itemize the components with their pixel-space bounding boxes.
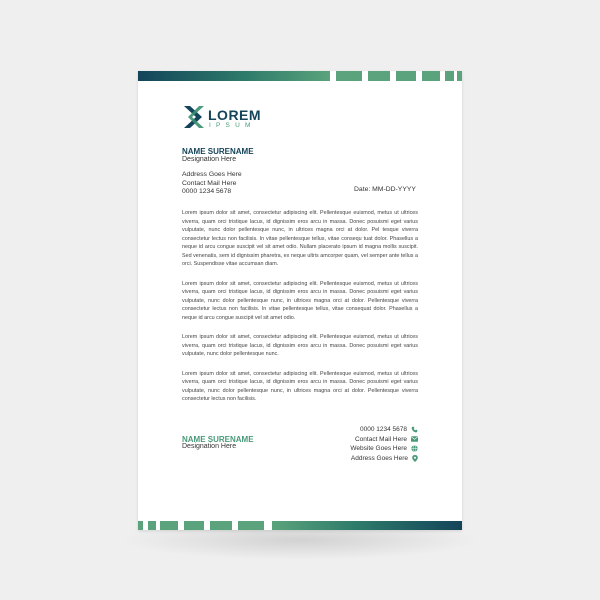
bottom-stripe-block [160,521,178,530]
letter-date: Date: MM-DD-YYYY [354,186,416,193]
mail-icon [411,436,418,442]
contact-website [350,444,418,454]
body-paragraph: Lorem ipsum dolor sit amet, consectetur adipiscing elit. Pellentesque euismod, metus ut ultrices viverra, quam orci tristique lacus, id dignissim eros arcu in massa. Donec posuismi eget varius vulputate, nunc dolor pellentesque nunc. [182,334,418,357]
contact-address-text: Address Goes Here [350,454,408,462]
logo-title: LOREM [208,107,262,123]
body-paragraph: Lorem ipsum dolor sit amet, consectetur adipiscing elit. Pellentesque euismod, metus ut ultrices viverra, quam orci tristique lacus, id dignissim eros arcu in massa. Donec posuismi eget varius vulputate, nunc dolor pellentesque nunc, in ultrices magna orci at dolor. Pellentesque viverra consectetur lectus non facilisis. In vitae pellentesque tellus, vitae consequat dolor. Phasellus a neque id arcu congue suscipit vel sit amet odio. [182,280,418,321]
sender-mail: Contact Mail Here [182,179,237,187]
sender-address: Address Goes Here [182,171,242,178]
top-gradient-bar [138,71,330,81]
signature-name: NAME SURENAME [182,435,254,444]
logo-subtitle: IPSUM [209,122,256,129]
bottom-stripe-block [238,521,264,530]
bottom-stripe-block [210,521,232,530]
body-paragraph: Lorem ipsum dolor sit amet, consectetur adipiscing elit. Pellentesque euismod, metus ut ultrices viverra, quam orci tristique lacus, id dignissim eros arcu in massa. Donec posuismi eget varius vulputate, nunc dolor pellentesque nunc, in ultrices magna orci at dolor. Pel tesque viverra consectetur lectus non facilisis. In vitae pellentesque tellus, vitae consequ tuat dolor. Phasellus a neque id arcu congue suscipit vel sit amet odio. Nullam placerato ipsum id magna mollis suscipit. Sed venenatis, sem id dignissim pharetra, ex neque ultris amcorper quam, vel semper ante tellus a orci. Suspendisse vitae accumsan diam. [182,210,418,267]
globe-icon [411,445,418,452]
top-stripe-block [336,71,362,81]
sender-address-block [182,171,242,197]
contact-list [350,425,418,463]
contact-phone-text: 0000 1234 5678 [360,426,407,434]
bottom-stripe-block [138,521,143,530]
contact-mail [350,435,418,445]
bottom-gradient-bar [272,521,462,530]
contact-website-text: Website Goes Here [350,445,407,453]
contact-mail-text: Contact Mail Here [354,435,407,443]
sender-designation: Designation Here [182,156,237,163]
sender-name: NAME SURENAME [182,147,254,156]
top-stripe-block [396,71,416,81]
location-pin-icon [412,455,418,462]
letterhead-page [138,71,462,530]
bottom-stripe-block [148,521,156,530]
contact-address [350,454,418,464]
top-stripe-block [457,71,462,81]
crossed-arrows-logo-icon [183,105,205,129]
top-stripe-block [368,71,390,81]
contact-phone [350,425,418,435]
body-paragraph: Lorem ipsum dolor sit amet, consectetur adipiscing elit. Pellentesque euismod, metus ut ultrices viverra, quam orci tristique lacus, id dignissim eros arcu in massa. Donec posuismi eget varius vulputate, nunc dolor pellentesque nunc, in ultrices magna orci at dolor. Pellentesque viverra consectetur lectus non facilisis. [182,370,418,402]
letter-body [182,209,418,415]
sender-phone: 0000 1234 5678 [182,188,232,195]
top-stripe-block [445,71,454,81]
phone-icon [411,426,418,433]
signature-designation: Designation Here [182,443,237,450]
bottom-stripe-block [184,521,204,530]
top-stripe-block [422,71,440,81]
